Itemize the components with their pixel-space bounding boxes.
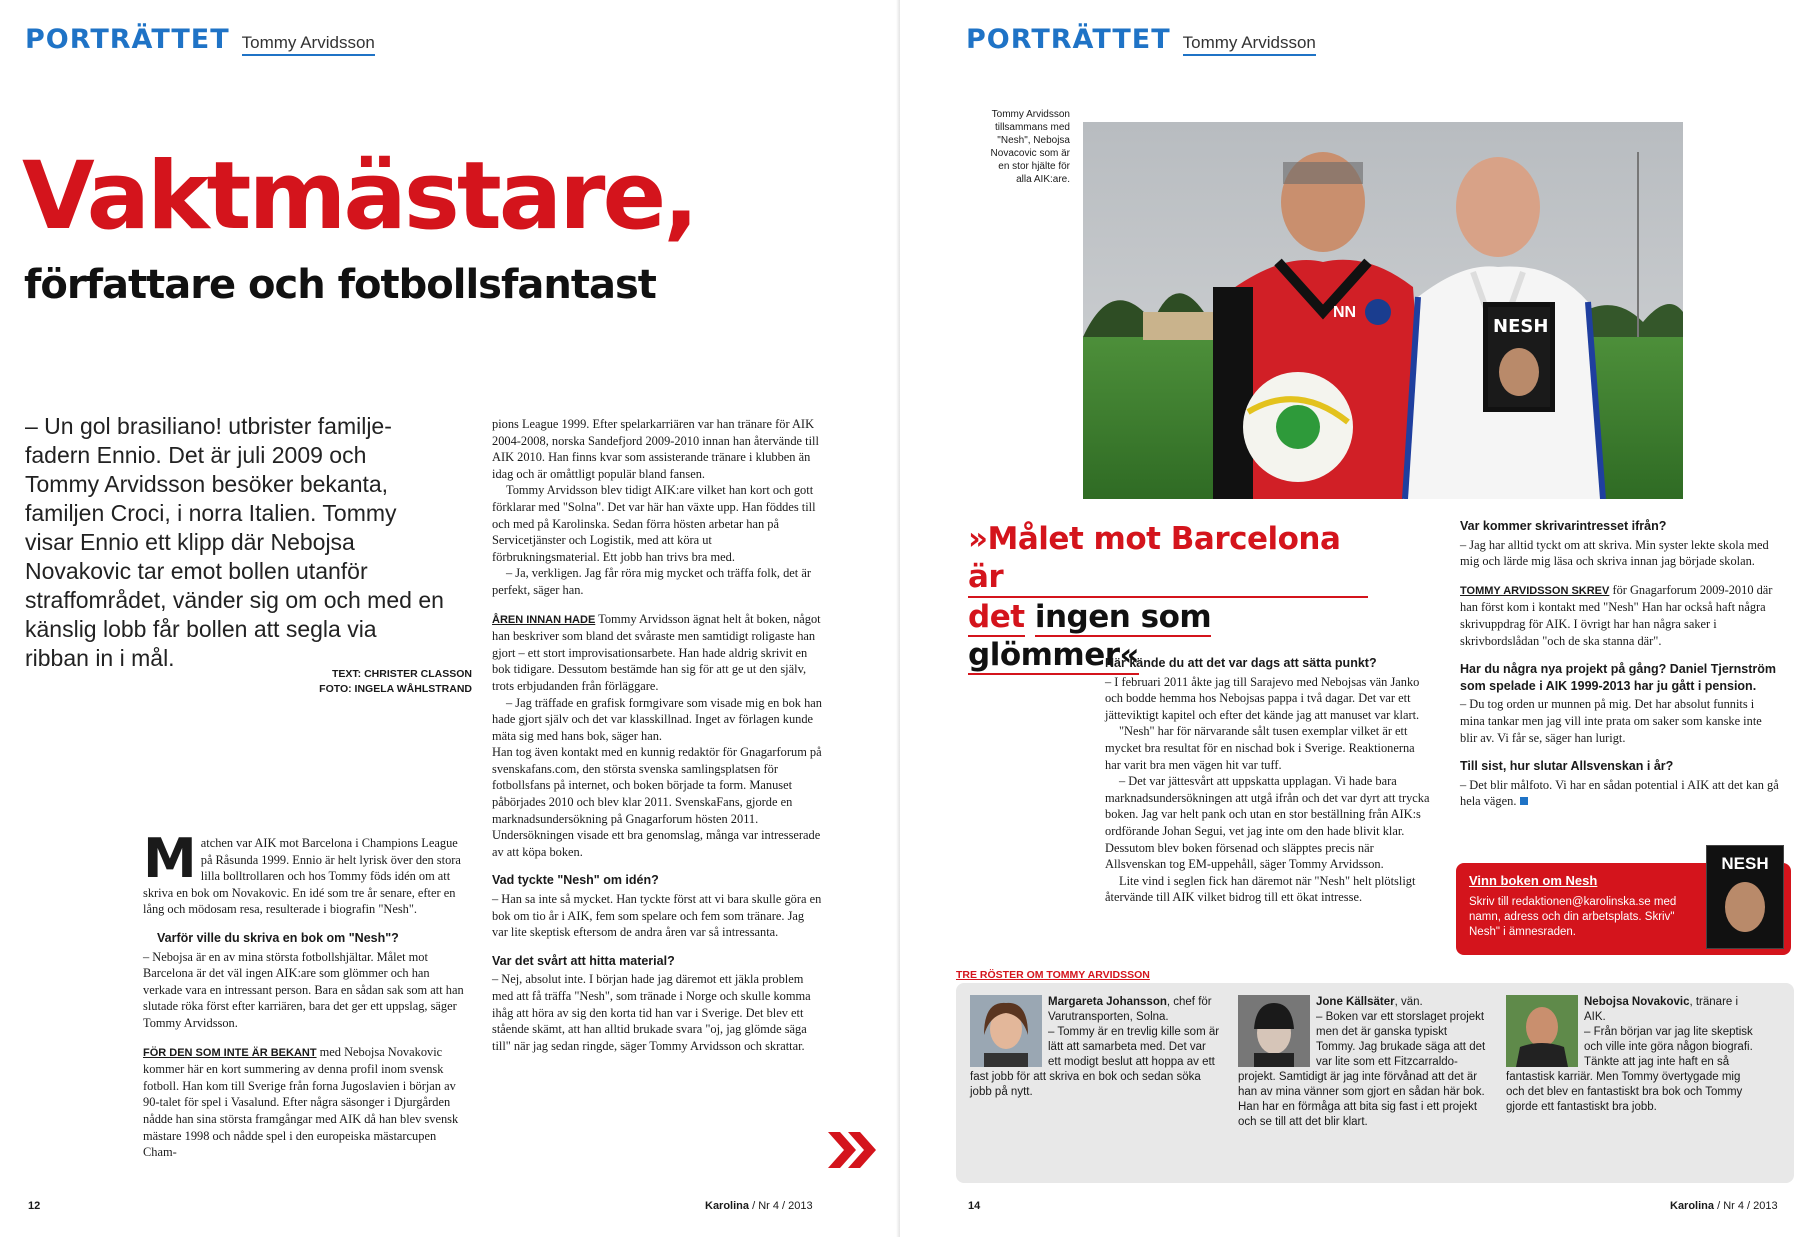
kicker: ÅREN INNAN HADE — [492, 613, 596, 626]
photo-caption: Tommy Arvidsson tillsammans med "Nesh", Nebojsa Novacovic som är en stor hjälte för alla AIK:are. — [990, 109, 1070, 185]
voice-role: , tränare i AIK. — [1584, 996, 1739, 1023]
drop-cap: M — [143, 827, 197, 890]
folio-page-number: 14 — [968, 1200, 981, 1212]
lead-paragraph: – Un gol brasiliano! utbrister familje-fadern Ennio. Det är juli 2009 och Tommy Arvidsson besöker bekanta, familjen Croci, i norra Italien. Tommy visar Ennio ett klipp där Nebojsa Novakovic tar emot bollen utanför straffområdet, vänder sig om och med en känslig lobb får bollen att segla via ribban in i mål. — [25, 413, 444, 671]
kicker: TOMMY ARVIDSSON SKREV — [1460, 584, 1610, 597]
body-paragraph: Tommy Arvidsson blev tidigt AIK:are vilket han kort och gott förklarar med "Solna". Det var här han växte upp. Han föddes till och med på Karolinska. Sedan förra hösten arbetar han på Servicetjänster och Logistik, med att köra ut förbrukningsmaterial. Ett jobb han trivs bra med. — [492, 483, 816, 564]
question: Varför ville du skriva en bok om "Nesh"? — [157, 930, 399, 945]
folio-magazine — [1670, 1200, 1778, 1212]
section-label: PORTRÄTTET — [966, 24, 1171, 55]
question: Vad tyckte "Nesh" om idén? — [492, 873, 659, 888]
voice-quote: – Tommy är en trevlig kille som är lätt att samarbeta med. Det var ett modigt beslut att hoppa av ett fast jobb för att skriva en bok och sedan söka jobb på nytt. — [970, 1026, 1220, 1098]
body-paragraph: ÅREN INNAN HADE Tommy Arvidsson ägnat helt åt boken, något han beskriver som bland det svåraste men samtidigt roligaste han gjort – ett stort improvisationsarbete. Han hade aldrig skrivit en bok tidigare. Dessutom bestämde han sig för att ge ut den själv, trots erbjudanden från förläggare. — [492, 611, 821, 693]
answer: – Du tog orden ur munnen på mig. Det har absolut funnits i mina tankar men jag vill inte prata om saker som kanske inte blir av. Vi får se, säger han lurigt. — [1460, 697, 1762, 745]
answer: – Nebojsa är en av mina största fotbollshjältar. Målet mot Barcelona är det väl ingen AIK:are som glömmer och han verkade vara en intressant person. Bara en sådan sak som att han slutade röka först efter karriären, bara det ger ett uppslag, säger Tommy Arvidsson. — [143, 949, 464, 1030]
book-cover-portrait — [1725, 882, 1765, 932]
section-byline: Tommy Arvidsson — [1183, 33, 1316, 56]
body-paragraph: FÖR DEN SOM INTE ÄR BEKANT med Nebojsa Novakovic kommer här en kort summering av denna profil inom svensk fotboll. Han kom till Sverige från forna Jugoslavien i början av 90-talet för spel i Vasalund. Efter några säsonger i Djurgården nådde han sina största framgångar med AIK då han blev svensk mästare 1998 och nådde spel i den europeiska mästarcupen Cham- — [143, 1044, 459, 1160]
body-paragraph: "Nesh" har för närvarande sålt tusen exemplar vilket är ett mycket bra resultat för en nischad bok i Sverige. Reaktionerna har varit bra men vägen hit var tuff. — [1105, 724, 1415, 772]
body-paragraph: pions League 1999. Efter spelarkarriären var han tränare för AIK 2004-2008, norska Sandefjord 2009-2010 innan han återvände till AIK 2010. Han finns kvar som assisterande tränare i klubben än idag och är omåttligt populär bland fansen. — [492, 417, 819, 481]
question: Var det svårt att hitta material? — [492, 953, 675, 968]
body-paragraph: – Jag träffade en grafisk formgivare som visade mig en bok han hade gjort själv och det var klasskillnad. Inget av förlagen kunde mäta sig med hans bok, säger han. — [492, 695, 822, 743]
right-page — [900, 0, 1800, 1237]
question: Var kommer skrivarintresset ifrån? — [1460, 519, 1667, 533]
voices-heading: TRE RÖSTER OM TOMMY ARVIDSSON — [956, 969, 1150, 981]
promo-title[interactable]: Vinn boken om Nesh — [1469, 873, 1598, 888]
body-paragraph: Han tog även kontakt med en kunnig redaktör för Gnagarforum på svenskafans.com, den största svenska samlingsplatsen för fotbollsfans på internet, och boken började ta form. Manuset påbörjades 2010 och blev klar 2011. SvenskaFans, gjorde en marknadsundersökning på Gnagarforum hösten 2011. Undersökningen visade ett bra genomslag, många var intresserade av att köpa boken. — [492, 745, 822, 859]
pull-quote-line-2: ingen som glömmer« — [968, 599, 1212, 673]
body-paragraph: – Det var jättesvårt att uppskatta upplagan. Vi hade bara marknadsundersökningen att utgå ifrån och det var dyrt att trycka boken. Jag var helt pank och utan en stor beställning från AIK:s ordförande Johan Segui, vet jag inte om den hade blivit klar. Dessutom blev boken försenad och släpptes precis när Allsvenskan tog EM-uppehåll, säger Tommy Arvidsson. — [1105, 774, 1430, 872]
voice-name: Margareta Johansson — [1048, 996, 1167, 1008]
section-label: PORTRÄTTET — [25, 24, 230, 55]
promo-box — [1456, 854, 1791, 955]
hero-photo — [1083, 122, 1683, 499]
pull-quote — [968, 520, 1368, 674]
voice-item — [1506, 995, 1756, 1115]
question: Har du några nya projekt på gång? Daniel Tjernström som spelade i AIK 1999-2013 har ju gått i pension. — [1460, 662, 1777, 693]
body-paragraph: Lite vind i seglen fick han däremot när "Nesh" helt plötsligt återvände till AIK vilket bidrog till ett ökat intresse. — [1105, 873, 1416, 905]
credits — [240, 667, 472, 697]
end-mark-icon — [1520, 797, 1528, 805]
answer: – Nej, absolut inte. I början hade jag däremot ett jäkla problem med att få träffa "Nesh", som tränade i Norge och skulle komma ihåg att höra av sig den korta tid han var i Sverige. Det blev ett stående skämt, att han alltid brukade svara "oj, jag glömde säga till" när jag sedan ringde, säger Tommy Arvidsson och skrattar. — [492, 972, 811, 1053]
answer: – Han sa inte så mycket. Han tyckte först att vi bara skulle göra en bok om tio år i AIK, fem som spelare och fem som tränare. Jag var lite skeptisk eftersom de andra åren var så intressanta. — [492, 892, 822, 940]
continue-arrow-icon — [826, 1130, 878, 1170]
voice-name: Jone Källsäter — [1316, 996, 1395, 1008]
voice-item — [1238, 995, 1488, 1130]
book-cover — [1706, 845, 1784, 949]
voice-quote: – Från början var jag lite skeptisk och ville inte göra någon biografi. Tänkte att jag inte haft en så fantastisk karriär. Men Tommy övertygade mig och det blev en fantastiskt bra bok och Tommy gjorde ett fantastiskt bra jobb. — [1506, 1026, 1753, 1113]
pull-quote-line-1: »Målet mot Barcelona är — [968, 520, 1368, 598]
voice-name: Nebojsa Novakovic — [1584, 996, 1690, 1008]
magazine-name: Karolina — [1670, 1200, 1715, 1212]
section-byline: Tommy Arvidsson — [242, 33, 375, 56]
pull-quote-red-word: det — [968, 599, 1025, 635]
body-paragraph: – Ja, verkligen. Jag får röra mig mycket och träffa folk, det är perfekt, säger han. — [492, 566, 811, 597]
body-paragraph: TOMMY ARVIDSSON SKREV för Gnagarforum 2009-2010 där han först kom i kontakt med "Nesh" Han har också haft några skrivuppdrag för AIK. I övrigt har han några saker i skrivbordslådan "och de ska stanna där". — [1460, 582, 1773, 648]
folio-magazine — [705, 1200, 813, 1212]
body-column-4 — [1460, 518, 1780, 810]
book-cover-title: NESH — [1721, 854, 1769, 873]
avatar — [1506, 995, 1578, 1067]
subheadline: författare och fotbollsfantast — [24, 262, 656, 308]
question: När kände du att det var dags att sätta punkt? — [1105, 656, 1377, 670]
answer: – Det blir målfoto. Vi har en sådan potential i AIK att det kan gå hela vägen. — [1460, 777, 1779, 809]
credit-photo: FOTO: INGELA WÅHLSTRAND — [319, 683, 472, 695]
answer: – Jag har alltid tyckt om att skriva. Min syster lekte skola med mig och lärde mig läsa och skriva innan jag började skolan. — [1460, 537, 1769, 569]
avatar — [970, 995, 1042, 1067]
issue-number: / Nr 4 / 2013 — [1717, 1200, 1778, 1212]
voices-panel — [956, 983, 1794, 1183]
folio-page-number: 12 — [28, 1200, 41, 1212]
answer: – I februari 2011 åkte jag till Sarajevo med Nebojsas vän Janko och bodde hemma hos Nebojsas pappa i två dagar. Det var ett jätteviktigt kapitel och efter det kände jag att manuset var klart. — [1105, 674, 1420, 722]
issue-number: / Nr 4 / 2013 — [752, 1200, 813, 1212]
voice-item — [970, 995, 1220, 1100]
question: Till sist, hur slutar Allsvenskan i år? — [1460, 759, 1674, 774]
body-column-1 — [143, 827, 471, 1161]
voice-role: , chef för Varutransporten, Solna. — [1048, 996, 1212, 1023]
magazine-name: Karolina — [705, 1200, 750, 1212]
headline: Vaktmästare, — [22, 142, 697, 251]
section-header — [966, 24, 1316, 55]
section-header — [25, 24, 375, 55]
credit-text: TEXT: CHRISTER CLASSON — [331, 668, 472, 680]
intro-paragraph: Matchen var AIK mot Barcelona i Champions League på Råsunda 1999. Ennio är helt lyrisk över den stora lilla bolltrollaren och hos Tommy föds idén om att skriva en bok om Novakovic. En idé som tre år senare, efter en lång och mödosam resa, resulterade i biografin "Nesh". — [143, 827, 461, 917]
promo-text: Skriv till redaktionen@karolinska.se med namn, adress och din arbetsplats. Skriv" Nesh" i ämnesraden. — [1469, 896, 1677, 938]
voice-role: , vän. — [1394, 996, 1423, 1008]
kicker: FÖR DEN SOM INTE ÄR BEKANT — [143, 1046, 317, 1059]
avatar — [1238, 995, 1310, 1067]
jersey-initials: NN — [1333, 304, 1357, 321]
body-column-3 — [1105, 655, 1430, 906]
body-column-2 — [492, 416, 822, 1054]
book-title: NESH — [1493, 316, 1549, 337]
voice-quote: – Boken var ett storslaget projekt men det är ganska typiskt Tommy. Jag brukade säga att det var lite som ett Fitzcarraldo-projekt. Samtidigt är jag inte förvånad att det är han av mina vänner som gjort en sådan här bok. Han har en förmåga att bita sig fast i ett projekt och se till att det blir klart. — [1238, 1011, 1486, 1128]
